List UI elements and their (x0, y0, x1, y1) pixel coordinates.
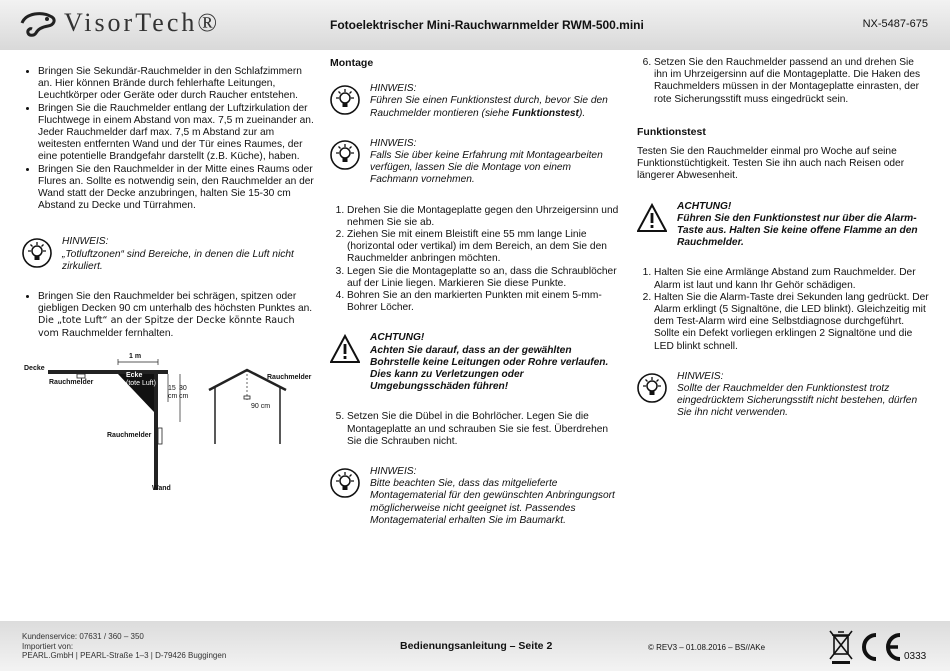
warning-body: Achten Sie darauf, dass an der gewählten Bohrstelle keine Leitungen oder Rohre verlaufen. Dies kann zu Verletzungen oder Umgebungsschäden führen! (370, 344, 609, 393)
chameleon-logo-icon (20, 9, 58, 37)
column-1 (22, 66, 317, 340)
list-item: 2. Ziehen Sie mit einem Bleistift eine 55 mm lange Linie (horizontal oder vertikal) im dem Bereich, an dem Sie den Rauchmelder anbringen möchten. (347, 229, 620, 266)
note-body: Führen Sie einen Funktionstest durch, bevor Sie den Rauchmelder montieren (siehe (370, 95, 608, 119)
list-item: 3. Legen Sie die Montageplatte so an, dass die Schraublöcher auf der Linie liegen. Markieren Sie diese Punkte. (347, 266, 620, 290)
note-body: Falls Sie über keine Erfahrung mit Montagearbeiten verfügen, lassen Sie die Montage von einem Fachmann vornehmen. (370, 150, 603, 186)
label-30-unit: cm (179, 393, 189, 400)
compliance-marks (828, 627, 938, 669)
column-3 (637, 57, 930, 420)
document-title: Fotoelektrischer Mini-Rauchwarnmelder RWM-500.mini (330, 18, 644, 32)
label-rauchmelder-roof: Rauchmelder (267, 374, 312, 381)
warning-heading: ACHTUNG! (370, 332, 425, 344)
mounting-steps (330, 205, 620, 315)
list-item: 6. Setzen Sie den Rauchmelder passend an und drehen Sie ihn im Uhrzeigersinn auf die Montageplatte. Die Haken des Rauchmelders müssen in der Montageplatte einrasten, der rote Sicherungsstift muss eingedrückt sein. (654, 57, 930, 106)
footer-revision: © REV3 – 01.08.2016 – BS//AKe (648, 643, 766, 652)
footer-importer: PEARL.GmbH | PEARL-Straße 1–3 | D-79426 Buggingen (22, 651, 227, 660)
crossed-bin-icon (830, 631, 852, 664)
hint-note (330, 138, 620, 187)
page-footer (0, 621, 950, 671)
label-decke: Decke (24, 365, 45, 372)
list-item: • Bringen Sie die Rauchmelder entlang der Luftzirkulation der Fluchtwege in einem Abstand von max. 7,5 m zueinander an. Jeder Rauchmelder darf max. 7,5 m Abstand zur am weitesten entfernten Wand und der Tür eines Raumes, der eine potentielle Brandgefahr darstellt (z.B. Küche), haben. (38, 103, 317, 164)
notified-body-number: 0333 (904, 651, 927, 662)
brand-name: VisorTech® (64, 8, 221, 37)
mounting-steps-final (637, 57, 930, 106)
ce-mark-icon (864, 635, 900, 659)
label-rauchmelder-ceiling: Rauchmelder (49, 379, 94, 386)
warning-triangle-icon (637, 203, 667, 233)
label-one-m: 1 m (129, 353, 142, 360)
placement-list (22, 66, 317, 212)
footer-contact (22, 632, 226, 661)
placement-diagram (22, 352, 322, 497)
label-90cm: 90 cm (251, 403, 271, 410)
list-item-text: Bringen Sie den Rauchmelder bei schrägen, spitzen oder giebligen Decken 90 cm unterhalb des höchsten Punktes an. (38, 291, 313, 315)
note-body: ). (578, 107, 586, 119)
lightbulb-icon (330, 468, 360, 498)
note-heading: HINWEIS: (370, 137, 417, 149)
list-item: 1. Drehen Sie die Montageplatte gegen den Uhrzeigersinn und nehmen Sie sie ab. (347, 205, 620, 229)
label-wand: Wand (152, 485, 171, 492)
label-15: 15 (168, 385, 176, 392)
section-heading: Montage (330, 57, 374, 69)
note-body: „Totluftzonen“ sind Bereiche, in denen die Luft nicht zirkuliert. (62, 248, 294, 272)
page-header (0, 0, 950, 50)
list-item: 1. Halten Sie eine Armlänge Abstand zum Rauchmelder. Der Alarm ist laut und kann Ihr Gehör schädigen. (654, 267, 930, 291)
note-heading: HINWEIS: (62, 236, 109, 248)
list-item (38, 291, 317, 340)
hint-note (637, 371, 930, 420)
note-heading: HINWEIS: (677, 370, 724, 382)
note-heading: HINWEIS: (370, 466, 417, 478)
warning-heading: ACHTUNG! (677, 200, 732, 212)
label-rauchmelder-wall: Rauchmelder (107, 432, 152, 439)
label-ecke: Ecke (126, 372, 143, 379)
lightbulb-icon (637, 373, 667, 403)
slope-list (22, 291, 317, 340)
test-intro: Testen Sie den Rauchmelder einmal pro Woche auf seine Funktionstüchtigkeit. Testen Sie ihn auch nach Reisen oder längerer Abwesenheit. (637, 146, 905, 182)
label-15-unit: cm (168, 393, 178, 400)
warning-note (637, 201, 930, 250)
list-item: 2. Halten Sie die Alarm-Taste drei Sekunden lang gedrückt. Der Alarm erklingt (5 Signaltöne, die LED blinkt). Gleichzeitig mit dem Test-Alarm wird eine Selbstdiagnose durchgeführt. Sollte ein Defekt vorliegen erklingen 2 Signaltöne und die LED blinkt schnell. (654, 292, 930, 353)
brand-logo (20, 8, 220, 38)
list-item-text: Die „tote Luft“ an der Spitze der Decke könnte Rauch vom (38, 315, 295, 339)
list-item-text: Rauchmelder fernhalten. (61, 327, 174, 339)
footer-page: Bedienungsanleitung – Seite 2 (400, 640, 553, 652)
note-body-link: Funktionstest (512, 107, 579, 119)
label-30: 30 (179, 385, 187, 392)
product-code: NX-5487-675 (862, 18, 928, 30)
hint-note (330, 466, 620, 527)
list-item: • Bringen Sie Sekundär-Rauchmelder in den Schlafzimmern an. Hier können Brände durch fehlerhafte Leitungen, Leuchtkörper oder Geräte oder durch Raucher entstehen. (38, 66, 317, 103)
note-body: Bitte beachten Sie, dass das mitgelieferte Montagematerial für den gewünschten Anbringungsort möglicherweise nicht geeignet ist. Passendes Montagematerial erhalten Sie im Baumarkt. (370, 478, 615, 526)
lightbulb-icon (22, 238, 52, 268)
warning-body: Führen Sie den Funktionstest nur über die Alarm-Taste aus. Halten Sie keine offene Flamme an den Rauchmelder. (677, 212, 918, 249)
warning-note (330, 332, 620, 393)
note-body: Sollte der Rauchmelder den Funktionstest trotz eingedrücktem Sicherungsstift nicht bestehen, dürfen Sie ihn nicht verwenden. (677, 383, 918, 419)
footer-service: Kundenservice: 07631 / 360 – 350 (22, 632, 144, 641)
test-steps (637, 267, 930, 352)
lightbulb-icon (330, 140, 360, 170)
list-item: 5. Setzen Sie die Dübel in die Bohrlöcher. Legen Sie die Montageplatte an und schrauben Sie sie fest. Überdrehen Sie die Schrauben nicht. (347, 411, 620, 448)
footer-importer-label: Importiert von: (22, 641, 74, 651)
label-tote-luft: (tote Luft) (126, 380, 156, 387)
hint-note (330, 83, 620, 120)
mounting-steps-cont (330, 411, 620, 448)
lightbulb-icon (330, 85, 360, 115)
section-heading: Funktionstest (637, 125, 706, 138)
warning-triangle-icon (330, 334, 360, 364)
column-2 (330, 57, 620, 527)
note-heading: HINWEIS: (370, 83, 417, 95)
list-item: 4. Bohren Sie an den markierten Punkten mit einem 5-mm-Bohrer Löcher. (347, 290, 620, 314)
hint-note (22, 236, 317, 273)
list-item: • Bringen Sie den Rauchmelder in der Mitte eines Raums oder Flures an. Sollte es notwendig sein, den Rauchmelder an der Wand statt der Decke anzubringen, halten Sie 15-30 cm Abstand zu Decke und Türrahmen. (38, 164, 317, 213)
